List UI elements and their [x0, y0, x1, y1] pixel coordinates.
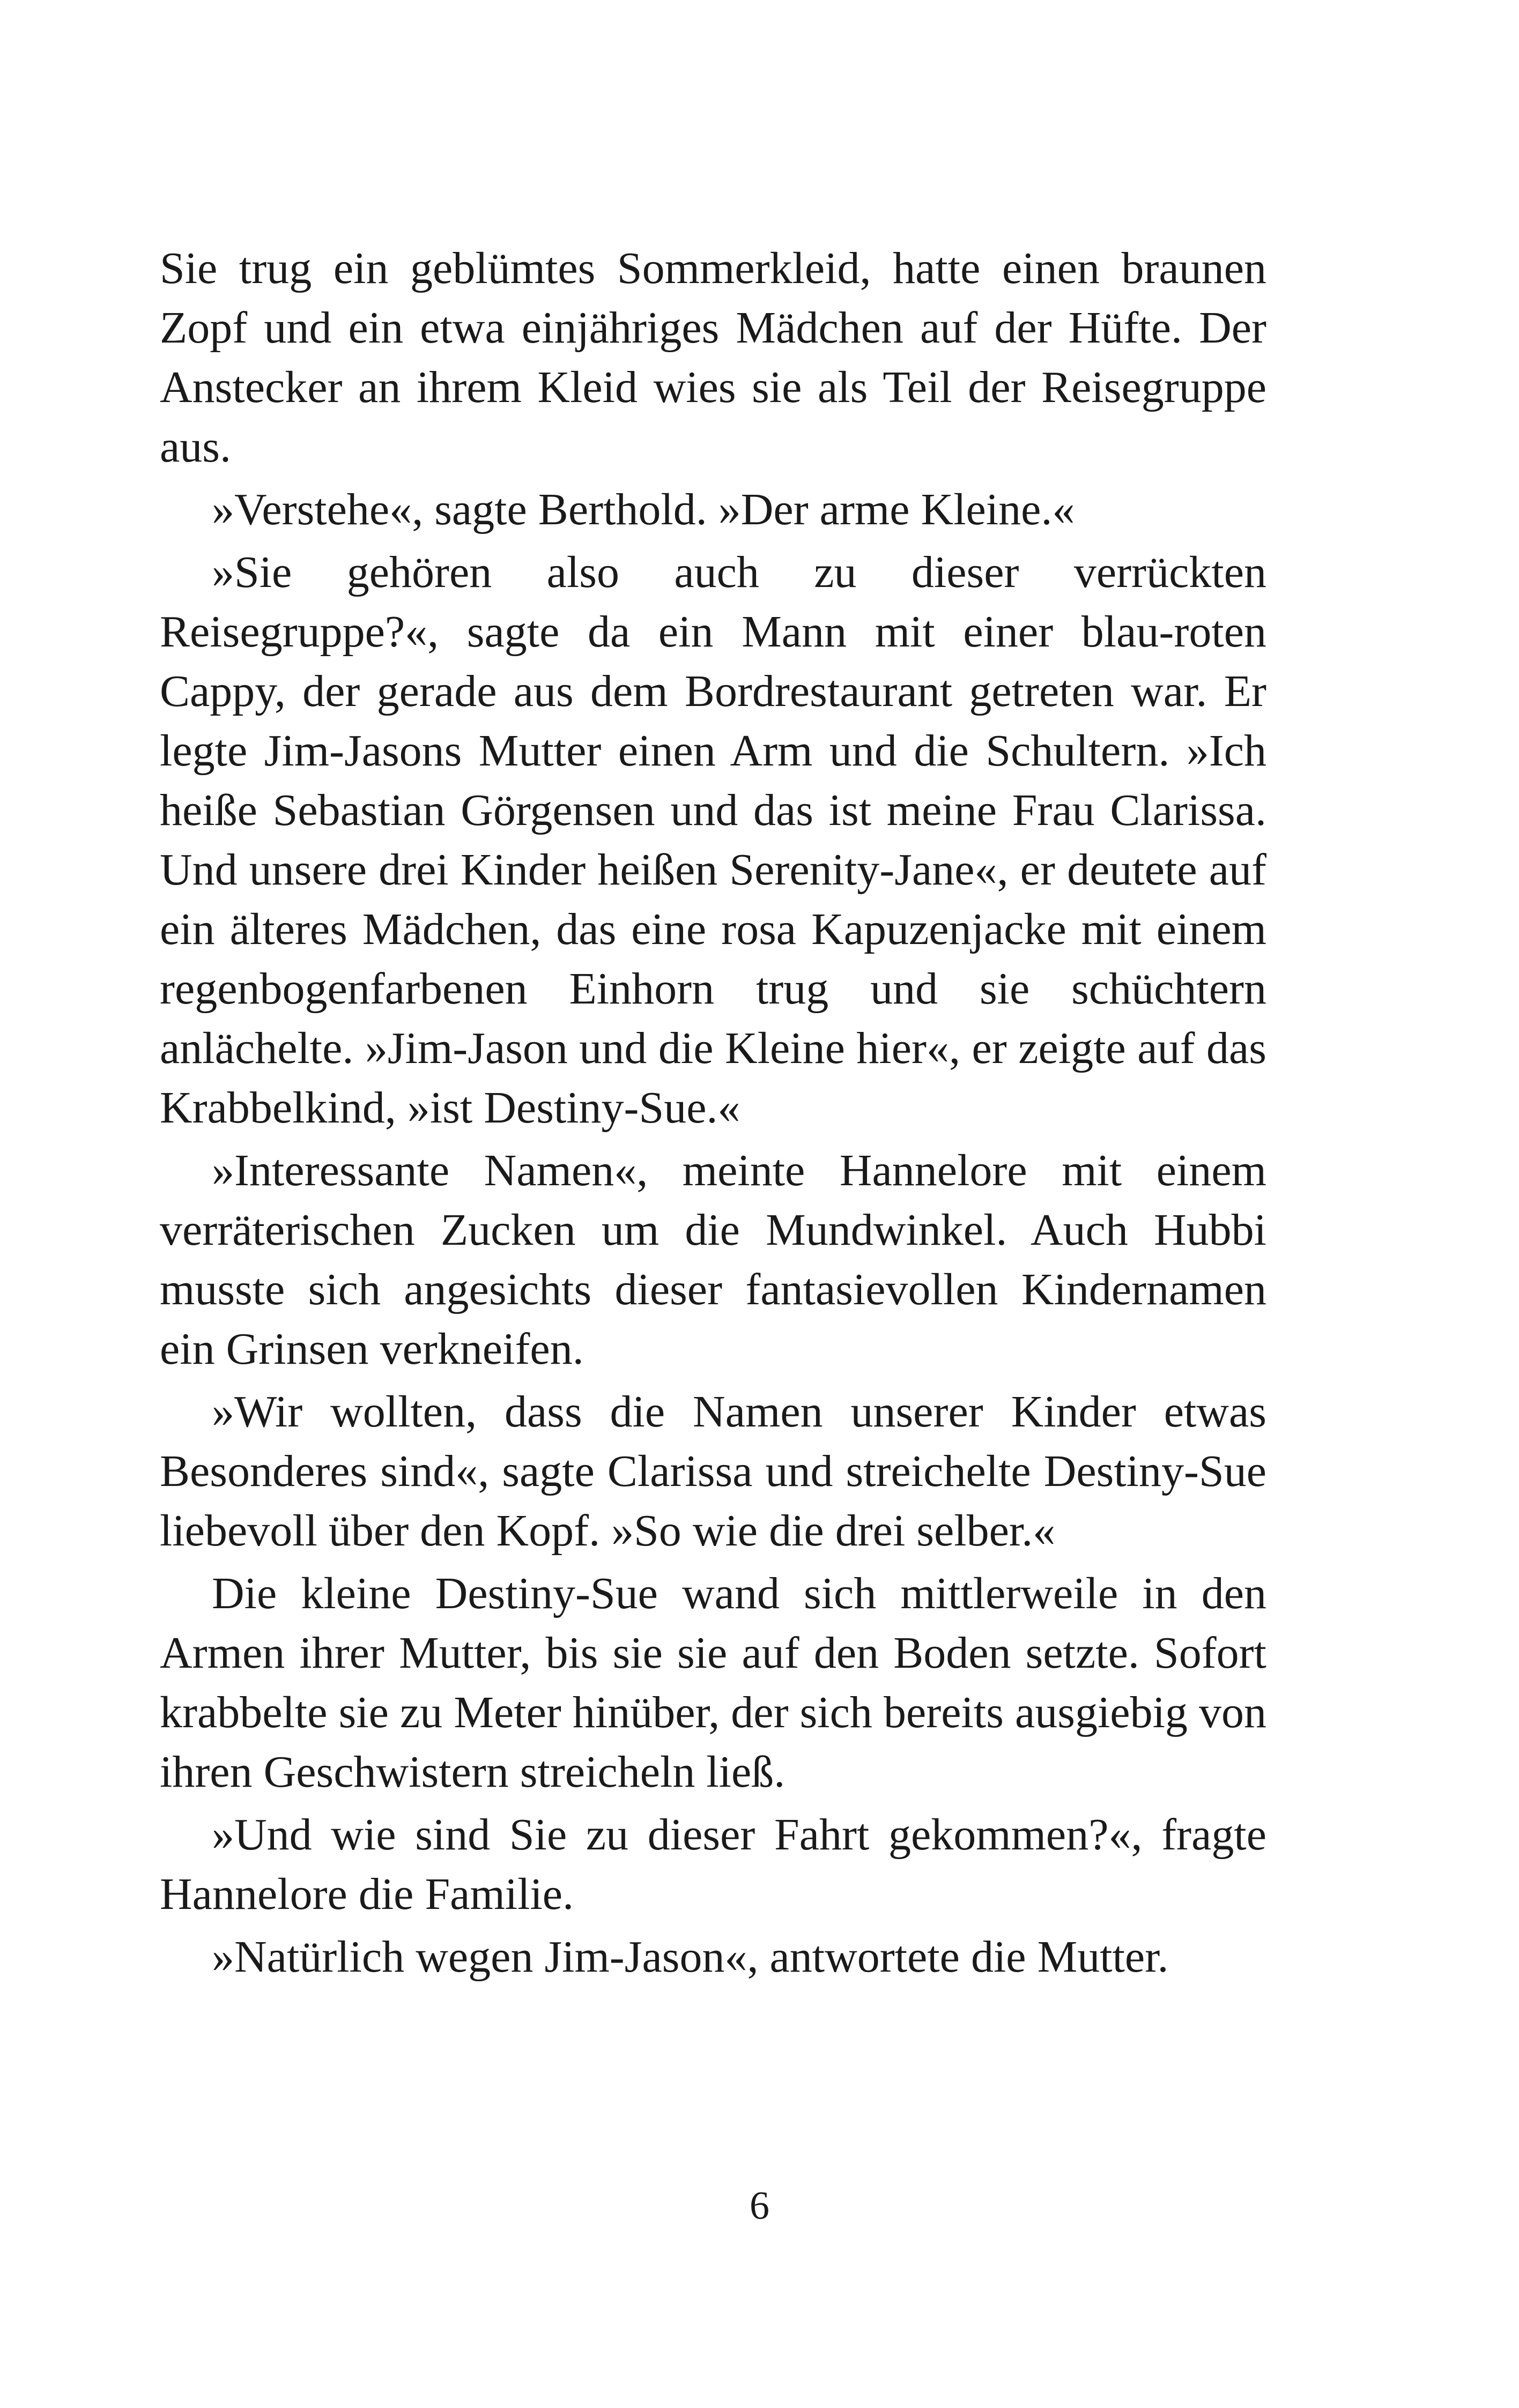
paragraph: Die kleine Destiny-Sue wand sich mittlerweile in den Armen ihrer Mutter, bis sie sie auf den Boden setzte. Sofort krabbelte sie zu Meter hinüber, der sich bereits ausgiebig von ihren Geschwistern streicheln ließ. [160, 1569, 1266, 1797]
paragraph: »Wir wollten, dass die Namen unserer Kinder etwas Besonderes sind«, sagte Clarissa und streichelte Destiny-Sue liebevoll über den Kopf. »So wie die drei selber.« [160, 1387, 1266, 1556]
paragraph: »Natürlich wegen Jim-Jason«, antwortete die Mutter. [212, 1932, 1169, 1982]
paragraph: »Sie gehören also auch zu dieser verrückten Reisegruppe?«, sagte da ein Mann mit einer blau-roten Cappy, der gerade aus dem Bordrestaurant getreten war. Er legte Jim-Jasons Mutter einen Arm und die Schultern. »Ich heiße Sebastian Görgensen und das ist meine Frau Clarissa. Und unsere drei Kinder heißen Serenity-Jane«, er deutete auf ein älteres Mädchen, das eine rosa Kapuzenjacke mit einem regenbogenfarbenen Einhorn trug und sie schüchtern anlächelte. »Jim-Jason und die Kleine hier«, er zeigte auf das Krabbelkind, »ist Destiny-Sue.« [160, 547, 1266, 1133]
paragraph: »Interessante Namen«, meinte Hannelore mit einem verräterischen Zucken um die Mundwinkel. Auch Hubbi musste sich angesichts dieser fantasievollen Kindernamen ein Grinsen verkneifen. [160, 1146, 1266, 1374]
paragraph: »Und wie sind Sie zu dieser Fahrt gekommen?«, fragte Hannelore die Familie. [160, 1810, 1266, 1919]
paragraph: »Verstehe«, sagte Berthold. »Der arme Kleine.« [212, 485, 1075, 534]
body-text [160, 239, 1266, 1990]
page-number: 6 [750, 2184, 769, 2228]
paragraph: Sie trug ein geblümtes Sommerkleid, hatte einen braunen Zopf und ein etwa einjähriges Mädchen auf der Hüfte. Der Anstecker an ihrem Kleid wies sie als Teil der Reisegruppe aus. [160, 243, 1266, 472]
